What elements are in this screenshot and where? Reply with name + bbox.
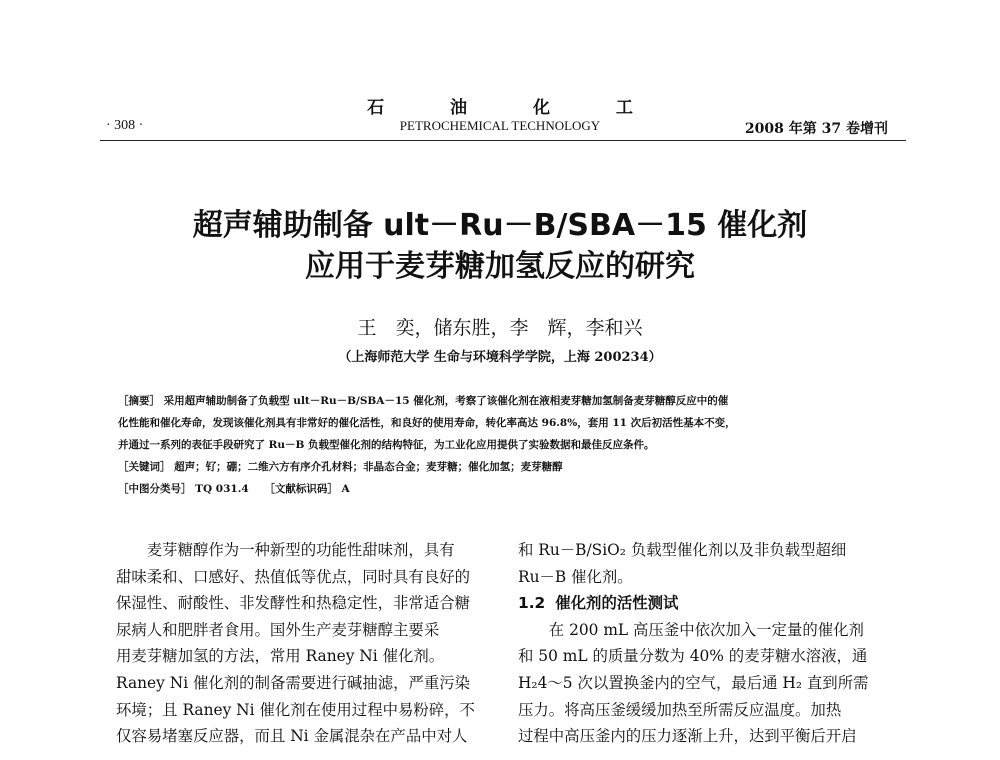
authors: 王 奕，储东胜，李 辉，李和兴 — [357, 317, 643, 339]
journal-name-en: PETROCHEMICAL TECHNOLOGY — [399, 118, 601, 133]
abstract-line: 并通过一系列的表征手段研究了 Ru－B 负载型催化剂的结构特征，为工业化应用提供了实验数据和最佳反应条件。 — [118, 439, 655, 451]
body-column-left — [116, 537, 486, 750]
body-line: 保湿性、耐酸性、非发酵性和热稳定性，非常适合糖 — [116, 594, 470, 613]
paper-title-line1: 超声辅助制备 ult－Ru－B/SBA－15 催化剂 — [192, 208, 808, 243]
body-line: 仅容易堵塞反应器，而且 Ni 金属混杂在产品中对人 — [116, 727, 468, 746]
body-line: 用麦芽糖加氢的方法，常用 Raney Ni 催化剂。 — [116, 647, 445, 666]
abstract-line: ［摘要］ 采用超声辅助制备了负载型 ult－Ru－B/SBA－15 催化剂，考察了该催化剂在液相麦芽糖加氢制备麦芽糖醇反应中的催 — [118, 395, 729, 407]
body-column-right — [518, 537, 888, 750]
body-line: H₂4～5 次以置换釜内的空气，最后通 H₂ 直到所需 — [518, 673, 869, 692]
page-number: · 308 · — [106, 118, 144, 133]
body-line: 压力。将高压釜缓缓加热至所需反应温度。加热 — [518, 700, 842, 719]
body-line: 和 Ru－B/SiO₂ 负载型催化剂以及非负载型超细 — [518, 541, 847, 559]
classification-line: ［中图分类号］ TQ 031.4 ［文献标识码］ A — [118, 483, 350, 495]
body-line: 尿病人和肥胖者食用。国外生产麦芽糖醇主要采 — [116, 620, 440, 639]
abstract-line: 化性能和催化寿命，发现该催化剂具有非常好的催化活性，和良好的使用寿命，转化率高达 96.8%，套用 11 次后初活性基本不变， — [118, 417, 736, 429]
header-rule — [100, 140, 906, 141]
body-line: 麦芽糖醇作为一种新型的功能性甜味剂，具有 — [116, 541, 455, 559]
section-title: 催化剂的活性测试 — [555, 594, 679, 613]
abstract-block — [118, 390, 888, 500]
section-heading — [518, 590, 888, 617]
body-line: Ru－B 催化剂。 — [518, 567, 633, 586]
body-line: 过程中高压釜内的压力逐渐上升，达到平衡后开启 — [518, 727, 857, 746]
body-line: 环境；且 Raney Ni 催化剂在使用过程中易粉碎，不 — [116, 700, 475, 719]
journal-name-cn: 石 油 化 工 — [367, 98, 663, 118]
affiliation: （上海师范大学 生命与环境科学学院，上海 200234） — [338, 350, 662, 365]
issue-info: 2008 年第 37 卷增刊 — [744, 121, 888, 137]
body-line: Raney Ni 催化剂的制备需要进行碱抽滤，严重污染 — [116, 673, 471, 692]
section-number: 1.2 — [518, 594, 546, 613]
body-line: 和 50 mL 的质量分数为 40% 的麦芽糖水溶液，通 — [518, 647, 868, 666]
keywords-line: ［关键词］ 超声；钌；硼；二维六方有序介孔材料；非晶态合金；麦芽糖；催化加氢；麦芽糖醇 — [118, 461, 563, 473]
paper-title-line2: 应用于麦芽糖加氢反应的研究 — [305, 249, 695, 284]
body-line: 在 200 mL 高压釜中依次加入一定量的催化剂 — [518, 620, 864, 639]
body-line: 甜味柔和、口感好、热值低等优点，同时具有良好的 — [116, 567, 470, 586]
